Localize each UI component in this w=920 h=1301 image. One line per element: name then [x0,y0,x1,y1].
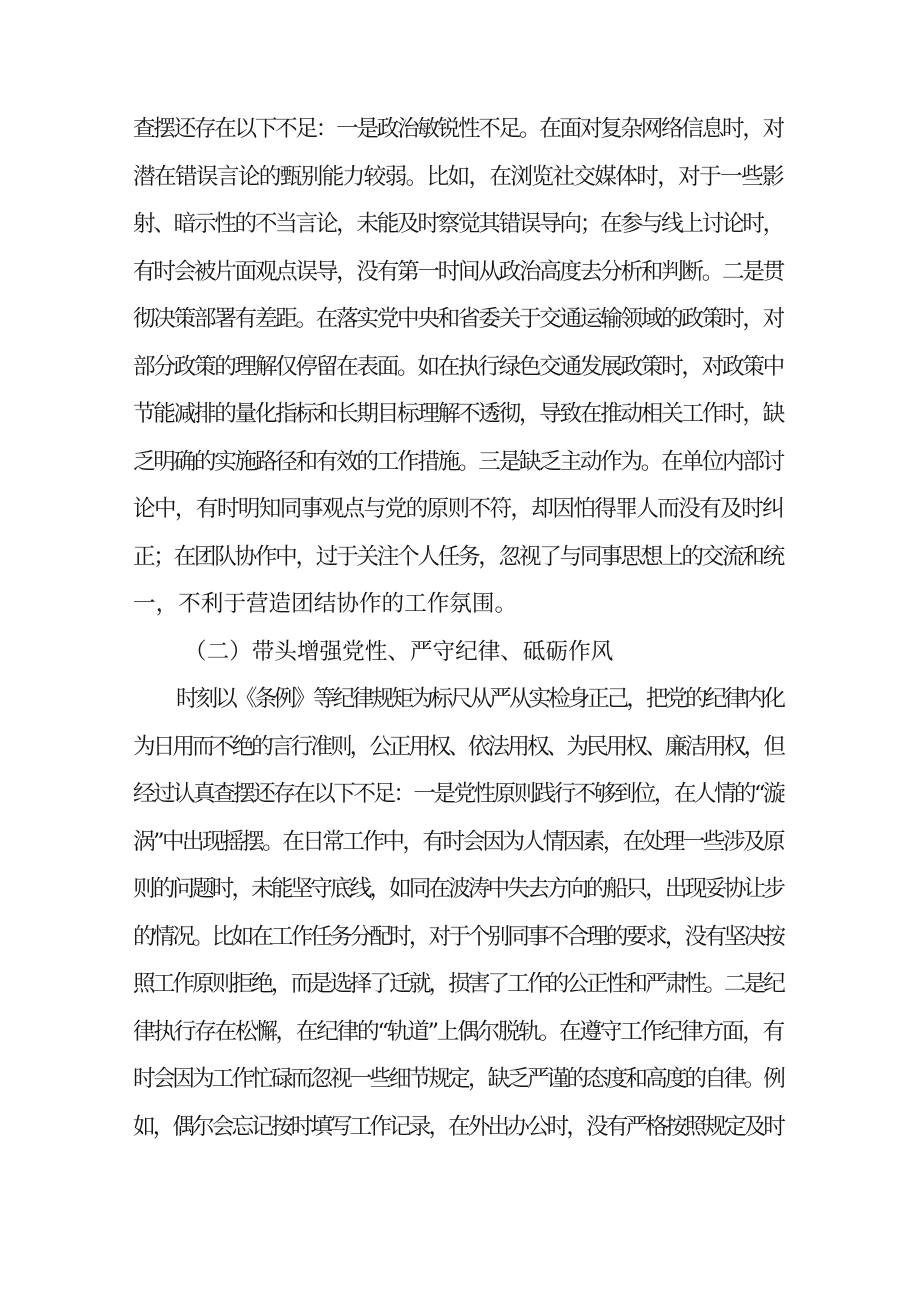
paragraph-2-line: 为日用而不绝的言行准则，公正用权、依法用权、为民用权、廉洁用权，但 [133,733,783,760]
paragraph-2-line: 律执行存在松懈，在纪律的“轨道”上偶尔脱轨。在遵守工作纪律方面，有 [133,1018,783,1045]
paragraph-1-line: 有时会被片面观点误导，没有第一时间从政治高度去分析和判断。二是贯 [133,258,783,285]
paragraph-2-line: 如，偶尔会忘记按时填写工作记录，在外出办公时，没有严格按照规定及时 [133,1113,783,1140]
paragraph-2-line: 照工作原则拒绝，而是选择了迁就，损害了工作的公正性和严肃性。二是纪 [133,971,783,997]
paragraph-1-line: 正；在团队协作中，过于关注个人任务，忽视了与同事思想上的交流和统 [133,543,783,570]
paragraph-1-line: 一，不利于营造团结协作的工作氛围。 [133,591,518,617]
paragraph-1-line: 乏明确的实施路径和有效的工作措施。三是缺乏主动作为。在单位内部讨 [133,448,783,475]
paragraph-1-line: 查摆还存在以下不足：一是政治敏锐性不足。在面对复杂网络信息时，对 [133,116,783,142]
paragraph-2-line: 的情况。比如在工作任务分配时，对于个别同事不合理的要求，没有坚决按 [133,923,783,950]
paragraph-2-line: 经过认真查摆还存在以下不足：一是党性原则践行不够到位，在人情的“漩 [133,781,783,807]
paragraph-1-line: 部分政策的理解仅停留在表面。如在执行绿色交通发展政策时，对政策中 [133,353,783,380]
paragraph-1-line: 彻决策部署有差距。在落实党中央和省委关于交通运输领域的政策时，对 [133,306,783,332]
paragraph-1-line: 射、暗示性的不当言论，未能及时察觉其错误导向；在参与线上讨论时， [133,211,783,237]
paragraph-2-line: 则的问题时，未能坚守底线，如同在波涛中失去方向的船只，出现妥协让步 [133,876,783,902]
document-body [133,106,783,1151]
paragraph-2-line: 涡”中出现摇摆。在日常工作中，有时会因为人情因素，在处理一些涉及原 [133,828,783,855]
paragraph-1-line: 节能减排的量化指标和长期目标理解不透彻，导致在推动相关工作时，缺 [133,401,783,427]
paragraph-2-line: 时会因为工作忙碌而忽视一些细节规定，缺乏严谨的态度和高度的自律。例 [133,1066,783,1092]
section-heading: （二）带头增强党性、严守纪律、砥砺作风 [184,638,614,665]
paragraph-2-line: 时刻以《条例》等纪律规矩为标尺从严从实检身正己，把党的纪律内化 [176,686,783,712]
paragraph-1-line: 潜在错误言论的甄别能力较弱。比如，在浏览社交媒体时，对于一些影 [133,163,783,190]
paragraph-1-line: 论中，有时明知同事观点与党的原则不符，却因怕得罪人而没有及时纠 [133,496,783,522]
